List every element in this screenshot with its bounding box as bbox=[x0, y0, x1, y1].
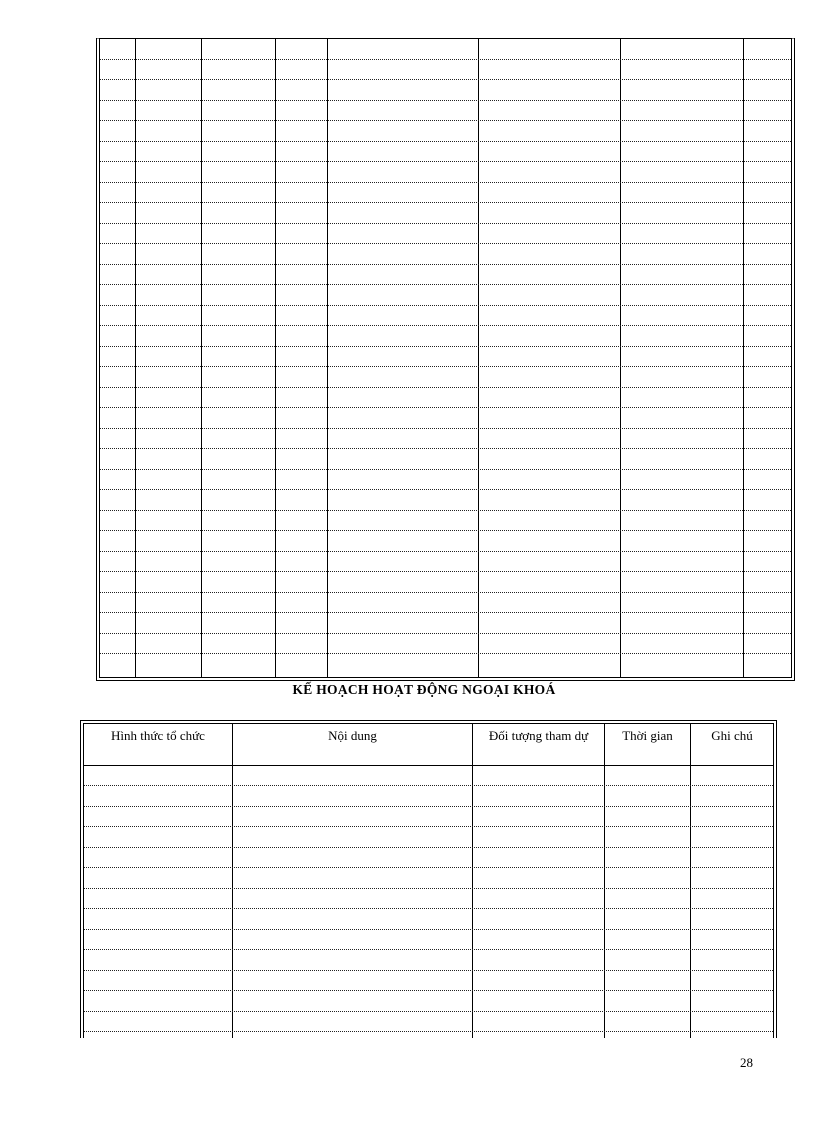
table-row-line bbox=[100, 223, 791, 224]
page-number: 28 bbox=[740, 1055, 753, 1070]
table-row-line bbox=[100, 592, 791, 593]
table-column-divider bbox=[478, 39, 479, 677]
table-row-line bbox=[100, 428, 791, 429]
table-row-line bbox=[100, 407, 791, 408]
table-column-divider bbox=[743, 39, 744, 677]
table-row-line bbox=[84, 785, 773, 786]
table-row-line bbox=[84, 970, 773, 971]
table-row-line bbox=[100, 120, 791, 121]
table-row-line bbox=[100, 366, 791, 367]
table-row-line bbox=[100, 530, 791, 531]
table-row-line bbox=[100, 325, 791, 326]
table-row-line bbox=[100, 448, 791, 449]
header-form-of-organization: Hình thức tổ chức bbox=[111, 728, 205, 743]
table-row-line bbox=[100, 161, 791, 162]
section-title: KẾ HOẠCH HOẠT ĐỘNG NGOẠI KHOÁ bbox=[292, 682, 556, 697]
table-row-line bbox=[100, 141, 791, 142]
header-notes: Ghi chú bbox=[711, 728, 753, 743]
table-row-line bbox=[100, 284, 791, 285]
table-column-divider bbox=[620, 39, 621, 677]
table-row-line bbox=[100, 202, 791, 203]
table-column-divider bbox=[327, 39, 328, 677]
table-row-line bbox=[84, 867, 773, 868]
table-row-line bbox=[100, 264, 791, 265]
table-row-line bbox=[100, 79, 791, 80]
header-participants: Đối tượng tham dự bbox=[488, 728, 589, 743]
table-row-line bbox=[100, 387, 791, 388]
blank-ruled-table bbox=[96, 38, 795, 681]
table-row-line bbox=[84, 990, 773, 991]
table-row-line bbox=[84, 847, 773, 848]
header-separator bbox=[84, 765, 773, 766]
table-row-line bbox=[100, 243, 791, 244]
table-row-line bbox=[100, 305, 791, 306]
table-row-line bbox=[100, 633, 791, 634]
table-row-line bbox=[84, 1011, 773, 1012]
table-row-line bbox=[100, 571, 791, 572]
activity-table bbox=[80, 720, 777, 1038]
table-column-divider bbox=[275, 39, 276, 677]
table-row-line bbox=[100, 510, 791, 511]
table-row-line bbox=[84, 806, 773, 807]
table-row-line bbox=[100, 489, 791, 490]
table-row-line bbox=[100, 182, 791, 183]
table-row-line bbox=[84, 826, 773, 827]
table-row-line bbox=[84, 888, 773, 889]
table-row-line bbox=[84, 929, 773, 930]
table-row-line bbox=[100, 612, 791, 613]
table-row-line bbox=[100, 100, 791, 101]
table-row-line bbox=[84, 908, 773, 909]
table-row-line bbox=[100, 653, 791, 654]
table-row-line bbox=[100, 59, 791, 60]
table-column-divider bbox=[201, 39, 202, 677]
table-column-divider bbox=[135, 39, 136, 677]
table-row-line bbox=[84, 1031, 773, 1032]
table-row-line bbox=[100, 346, 791, 347]
header-time: Thời gian bbox=[622, 728, 673, 743]
table-row-line bbox=[84, 949, 773, 950]
table-row-line bbox=[100, 551, 791, 552]
header-content: Nội dung bbox=[328, 728, 377, 743]
table-row-line bbox=[100, 469, 791, 470]
